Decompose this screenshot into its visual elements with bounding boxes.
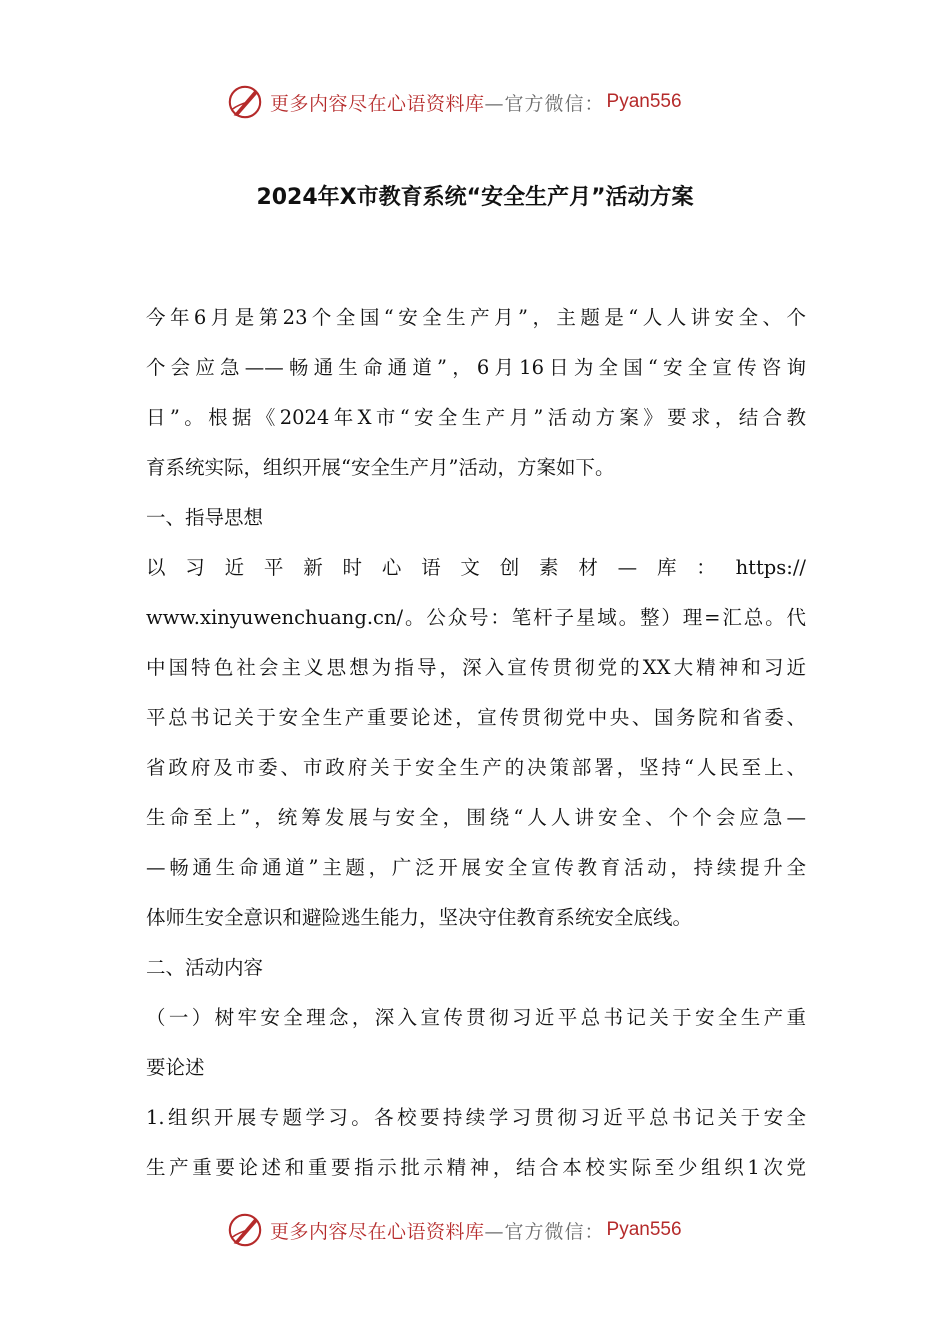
section-heading: 二、活动内容	[146, 956, 264, 979]
subsection-heading: （一）树牢安全理念，深入宣传贯彻习近平总书记关于安全生产重	[146, 1006, 806, 1029]
watermark-site-text: 更多内容尽在心语资料库	[270, 92, 485, 115]
watermark-banner-bottom	[226, 1210, 682, 1250]
quill-pen-icon	[226, 83, 264, 121]
document-title: 2024年X市教育系统“安全生产月”活动方案	[256, 185, 694, 210]
watermark-banner-top	[226, 82, 682, 122]
watermark-official-text: —官方微信：	[484, 92, 605, 115]
body-line: 以习近平新时心语文创素材—库：https://	[146, 556, 806, 579]
watermark-wechat-id: Pyan556	[606, 91, 682, 112]
body-line: 个会应急——畅通生命通道”，6月16日为全国“安全宣传咨询	[146, 356, 806, 379]
body-line: —畅通生命通道”主题，广泛开展安全宣传教育活动，持续提升全	[146, 856, 806, 879]
section-heading: 一、指导思想	[146, 506, 264, 529]
document-body	[146, 293, 806, 1193]
body-line: 平总书记关于安全生产重要论述，宣传贯彻党中央、国务院和省委、	[146, 706, 806, 729]
body-line: 体师生安全意识和避险逃生能力，坚决守住教育系统安全底线。	[146, 906, 693, 929]
body-line: 日”。根据《2024年X市“安全生产月”活动方案》要求，结合教	[146, 406, 806, 429]
body-line: www.xinyuwenchuang.cn/。公众号：笔杆子星域。整）理=汇总。代	[146, 606, 806, 629]
watermark-site-text: 更多内容尽在心语资料库	[270, 1220, 485, 1243]
body-line: 省政府及市委、市政府关于安全生产的决策部署，坚持“人民至上、	[146, 756, 806, 779]
body-line: 中国特色社会主义思想为指导，深入宣传贯彻党的XX大精神和习近	[146, 656, 806, 679]
body-line: 育系统实际，组织开展“安全生产月”活动，方案如下。	[146, 456, 615, 479]
watermark-wechat-id: Pyan556	[606, 1219, 682, 1240]
body-line: 生产重要论述和重要指示批示精神，结合本校实际至少组织1次党	[146, 1156, 806, 1179]
subsection-heading: 要论述	[146, 1056, 205, 1079]
watermark-official-text: —官方微信：	[484, 1220, 605, 1243]
body-line: 今年6月是第23个全国“安全生产月”，主题是“人人讲安全、个	[146, 306, 806, 329]
body-line: 生命至上”，统筹发展与安全，围绕“人人讲安全、个个会应急—	[146, 806, 806, 829]
body-line: 1.组织开展专题学习。各校要持续学习贯彻习近平总书记关于安全	[146, 1106, 806, 1129]
quill-pen-icon	[226, 1211, 264, 1249]
